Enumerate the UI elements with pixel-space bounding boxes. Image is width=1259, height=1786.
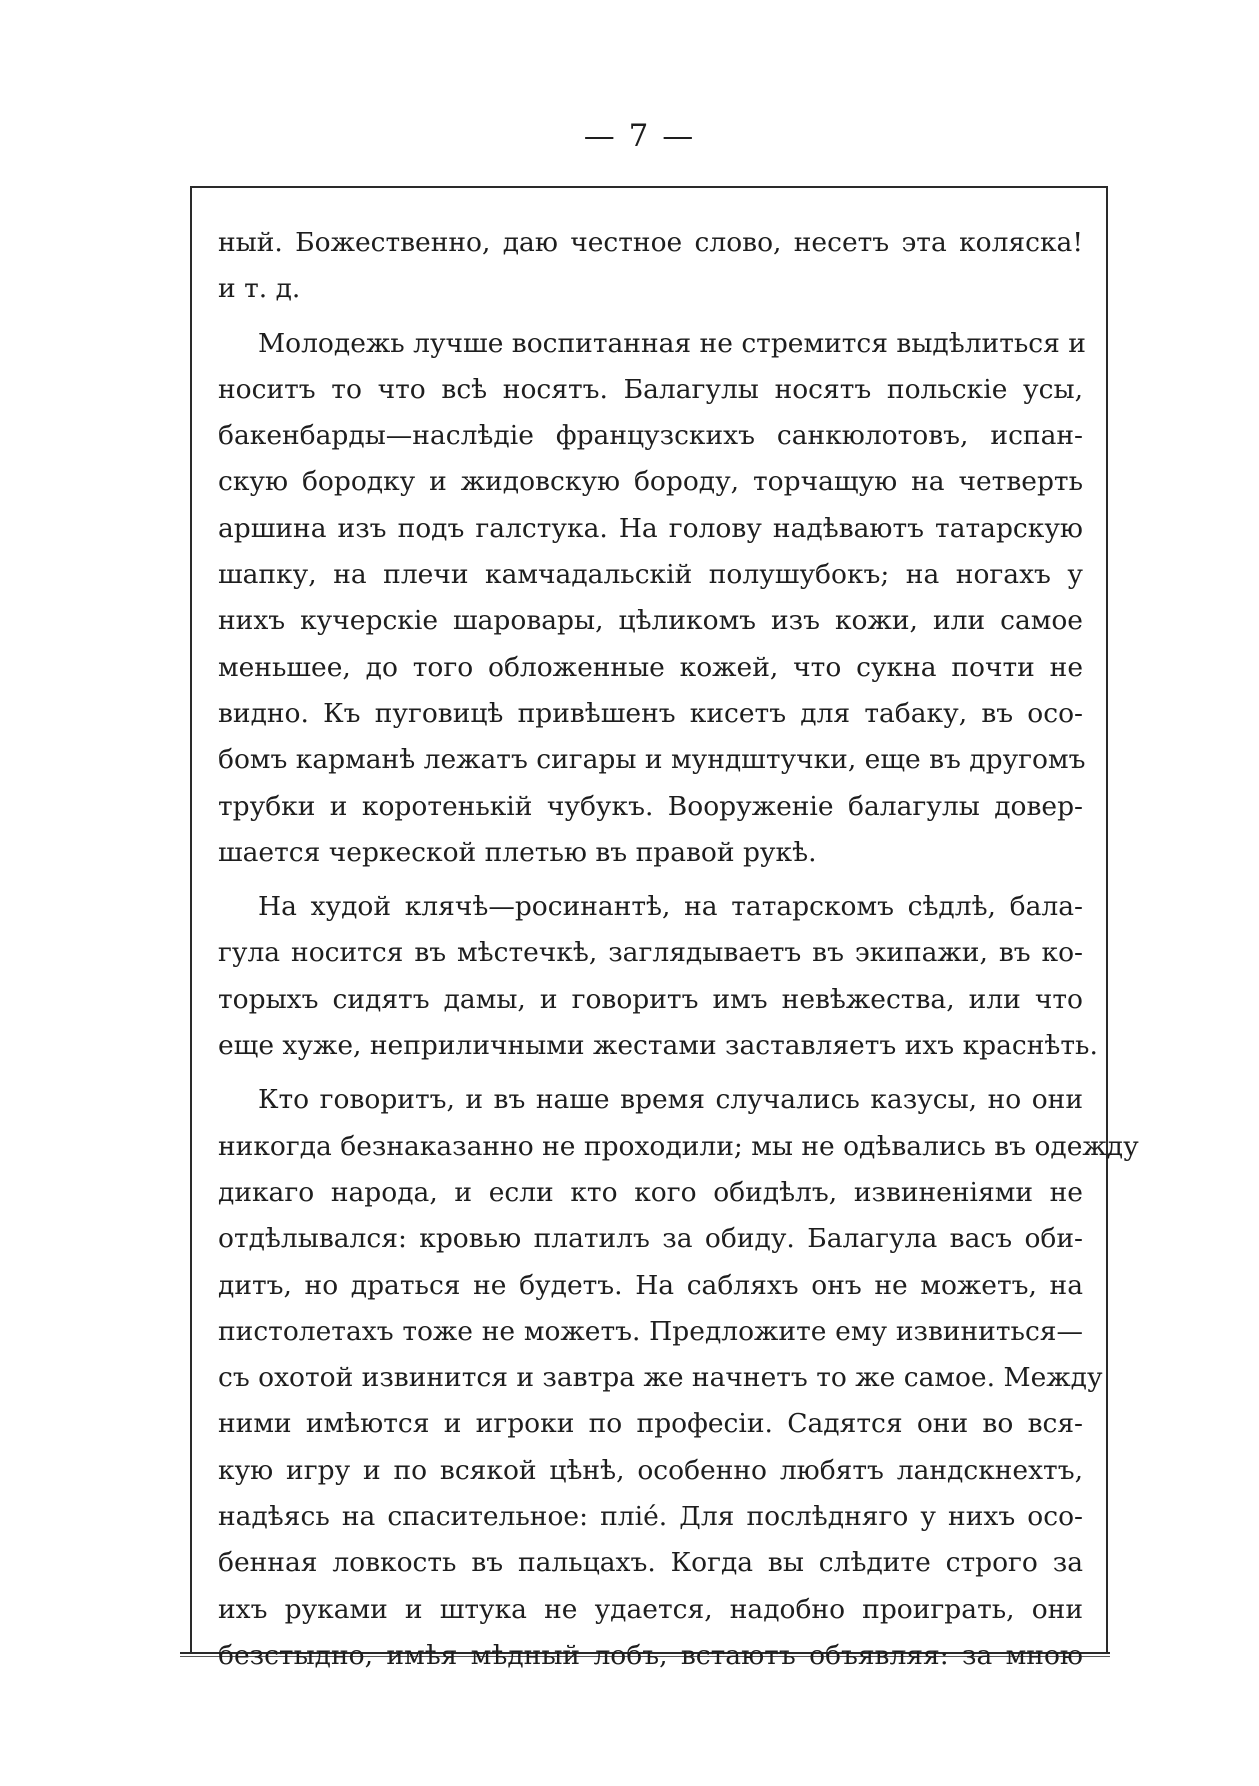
text-line: шается черкеской плетью въ правой рукѣ. bbox=[218, 836, 817, 868]
text-line: дитъ, но драться не будетъ. На сабляхъ онъ не можетъ, на bbox=[218, 1269, 1083, 1301]
text-line: пистолетахъ тоже не можетъ. Предложите ему извиниться— bbox=[218, 1315, 1083, 1347]
text-line: дикаго народа, и если кто кого обидѣлъ, извиненіями не bbox=[218, 1176, 1083, 1208]
text-line: трубки и коротенькій чубукъ. Вооруженіе балагулы довер- bbox=[218, 790, 1083, 822]
text-line: ихъ руками и штука не удается, надобно проиграть, они bbox=[218, 1593, 1083, 1625]
page-number: — 7 — bbox=[583, 118, 696, 154]
text-line: шапку, на плечи камчадальскій полушубокъ; на ногахъ у bbox=[218, 559, 1083, 591]
text-line: съ охотой извинится и завтра же начнетъ то же самое. Между bbox=[218, 1362, 1103, 1394]
text-line: аршина изъ подъ галстука. На голову надѣваютъ татарскую bbox=[218, 512, 1083, 544]
text-line: Молодежь лучше воспитанная не стремится выдѣлиться и bbox=[258, 327, 1086, 359]
text-line: бомъ карманѣ лежатъ сигары и мундштучки, еще въ другомъ bbox=[218, 744, 1086, 776]
text-line: ный. Божественно, даю честное слово, несетъ эта коляска! bbox=[218, 227, 1083, 258]
text-line: На худой клячѣ—росинантѣ, на татарскомъ сѣдлѣ, бала- bbox=[258, 891, 1083, 923]
text-line: кую игру и по всякой цѣнѣ, особенно любятъ ландскнехтъ, bbox=[218, 1454, 1083, 1486]
text-line: видно. Къ пуговицѣ привѣшенъ кисетъ для табаку, въ осо- bbox=[218, 697, 1083, 729]
text-line: надѣясь на спасительное: плié. Для послѣдняго у нихъ осо- bbox=[218, 1501, 1083, 1533]
text-line: гула носится въ мѣстечкѣ, заглядываетъ въ экипажи, въ ко- bbox=[218, 937, 1083, 969]
text-line: никогда безнаказанно не проходили; мы не одѣвались въ одежду bbox=[218, 1130, 1139, 1162]
text-line: бенная ловкость въ пальцахъ. Когда вы слѣдите строго за bbox=[218, 1547, 1083, 1579]
text-line: ними имѣются и игроки по професіи. Садятся они во вся- bbox=[218, 1408, 1083, 1440]
text-line: безстыдно, имѣя мѣдный лобъ, встаютъ объявляя: за мною bbox=[218, 1639, 1083, 1671]
text-line: носитъ то что всѣ носятъ. Балагулы носятъ польскіе усы, bbox=[218, 373, 1083, 405]
text-line: скую бородку и жидовскую бороду, торчащую на четверть bbox=[218, 466, 1083, 498]
text-line: меньшее, до того обложенные кожей, что сукна почти не bbox=[218, 651, 1083, 683]
text-line: и т. д. bbox=[218, 273, 301, 305]
text-line: нихъ кучерскіе шаровары, цѣликомъ изъ кожи, или самое bbox=[218, 605, 1083, 637]
text-line: еще хуже, неприличными жестами заставляетъ ихъ краснѣть. bbox=[218, 1030, 1098, 1062]
text-line: торыхъ сидятъ дамы, и говоритъ имъ невѣжества, или что bbox=[218, 983, 1083, 1015]
body-text bbox=[218, 220, 1139, 1679]
text-line: бакенбарды—наслѣдіе французскихъ санкюлотовъ, испан- bbox=[218, 420, 1083, 452]
text-line: Кто говоритъ, и въ наше время случались казусы, но они bbox=[258, 1084, 1083, 1116]
text-line: отдѣлывался: кровью платилъ за обиду. Балагула васъ оби- bbox=[218, 1223, 1083, 1255]
